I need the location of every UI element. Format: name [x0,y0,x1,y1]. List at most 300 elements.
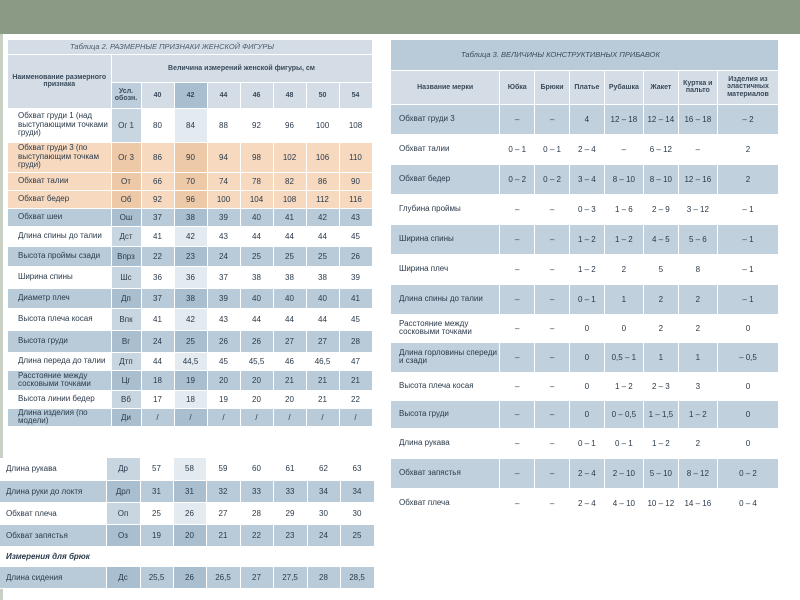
allowance-value: 1 [604,284,643,314]
table-row [391,284,779,314]
allowance-value: 2 [717,134,778,164]
table-row [8,330,372,352]
measurement-value: 82 [273,172,306,190]
measurement-value: 27 [273,330,306,352]
measurement-value: / [141,408,174,426]
measurement-symbol: Др [106,458,140,480]
allowance-value: – [535,104,570,134]
measurement-value: 28 [339,330,372,352]
measurement-value: 46 [273,352,306,370]
measurement-symbol: Впрз [111,246,141,266]
measurement-value: 18 [174,390,207,408]
measurement-value: 63 [340,458,374,480]
measurement-value: 44 [240,308,273,330]
allowance-value: 1 [643,342,678,372]
allowance-value: 2 [678,284,717,314]
measurement-value: 38 [174,208,207,226]
measurement-symbol: Ди [111,408,141,426]
allowance-value: 0 – 1 [535,134,570,164]
allowance-value: 2 [717,164,778,194]
measurement-value: 40 [306,288,339,308]
measurement-value: 36 [141,266,174,288]
table-row [8,288,372,308]
measurement-value: 36 [174,266,207,288]
allowance-value: – [535,342,570,372]
measurement-symbol: Вг [111,330,141,352]
table3-title: Таблица 3. ВЕЛИЧИНЫ КОНСТРУКТИВНЫХ ПРИБАВОК [391,40,779,70]
measurement-value: 25 [174,330,207,352]
measurement-value: 24 [307,524,340,546]
allowance-value: – [500,428,535,458]
measurement-value: 66 [141,172,174,190]
allowance-value: – [500,400,535,428]
measurement-value: / [306,408,339,426]
measurement-name: Высота линии бедер [8,390,111,408]
measurement-name: Обхват шеи [8,208,111,226]
measurement-symbol: Оз [106,524,140,546]
table-row [391,224,779,254]
table-row [0,502,374,524]
allowance-value: 1 – 2 [604,224,643,254]
table2-lower-body [0,458,374,588]
allowance-value: – [535,314,570,342]
table2-header-size: 50 [306,82,339,108]
measurement-value: 92 [240,108,273,142]
measurement-name: Высота проймы сзади [8,246,111,266]
allowance-value: 5 – 10 [643,458,678,488]
measurement-value: 45 [339,226,372,246]
measurement-value: 26 [173,502,206,524]
measurement-name: Обхват плеча [0,502,106,524]
allowance-value: 0 [717,428,778,458]
measurement-value: 96 [273,108,306,142]
table3-header-cell: Название мерки [391,70,500,104]
allowance-value: – [500,194,535,224]
table-row [8,208,372,226]
allowance-value: – [500,488,535,518]
table-row [8,408,372,426]
table-row [391,254,779,284]
measurement-value: 108 [339,108,372,142]
measurement-value: 30 [307,502,340,524]
measurement-value: 100 [207,190,240,208]
measurement-value: 25 [140,502,173,524]
measurement-value: 19 [174,370,207,390]
measurement-value: 102 [273,142,306,172]
measurement-name: Длина переда до талии [8,352,111,370]
allowance-value: 2 [678,314,717,342]
measurement-value: 108 [273,190,306,208]
table-row [391,314,779,342]
measurement-value: 20 [240,370,273,390]
measurement-symbol: Цг [111,370,141,390]
measurement-value: 20 [173,524,206,546]
measurement-value: 25,5 [140,566,173,588]
allowance-value: 0 – 2 [500,164,535,194]
measurement-value: 61 [273,458,307,480]
table-row [8,108,372,142]
measurement-symbol: Ог 3 [111,142,141,172]
table-row [391,400,779,428]
table3-header-cell: Рубашка [604,70,643,104]
measurement-value: 96 [174,190,207,208]
table2-header-name: Наименование размерного признака [8,54,111,108]
measurement-value: 84 [174,108,207,142]
allowance-value: 1 – 1,5 [643,400,678,428]
measurement-name: Длина сидения [0,566,106,588]
measurement-value: 28 [240,502,273,524]
table-row [391,194,779,224]
allowance-name: Длина спины до талии [391,284,500,314]
table-row [391,428,779,458]
measurement-value: 20 [207,370,240,390]
measurement-value: 45,5 [240,352,273,370]
measurement-name: Обхват запястья [0,524,106,546]
measurement-value: 20 [240,390,273,408]
measurement-value: 43 [339,208,372,226]
allowance-value: – [535,400,570,428]
allowance-value: – [500,224,535,254]
measurement-value: 92 [141,190,174,208]
measurement-symbol: Дтп [111,352,141,370]
allowance-value: 14 – 16 [678,488,717,518]
measurement-value: 31 [140,480,173,502]
allowance-value: – [500,104,535,134]
measurement-symbol: Дс [106,566,140,588]
allowance-value: – [604,134,643,164]
measurement-value: 27 [306,330,339,352]
measurement-value: 104 [240,190,273,208]
measurement-value: 44 [306,308,339,330]
allowance-value: 0 – 1 [569,428,604,458]
measurement-symbol: Впк [111,308,141,330]
allowance-value: 2 – 3 [643,372,678,400]
allowance-name: Длина рукава [391,428,500,458]
allowance-value: 0 – 3 [569,194,604,224]
measurement-value: 90 [174,142,207,172]
measurement-value: 86 [306,172,339,190]
measurement-value: 26 [240,330,273,352]
allowance-value: – [535,428,570,458]
allowance-value: 3 [678,372,717,400]
allowance-name: Высота груди [391,400,500,428]
measurement-name: Обхват талии [8,172,111,190]
measurement-value: 40 [240,208,273,226]
table-row [8,308,372,330]
measurement-name: Ширина спины [8,266,111,288]
measurement-value: 58 [173,458,206,480]
measurement-value: 44 [273,308,306,330]
measurement-name: Диаметр плеч [8,288,111,308]
measurement-symbol: Об [111,190,141,208]
measurement-name: Обхват бедер [8,190,111,208]
allowance-value: – 0,5 [717,342,778,372]
measurement-value: 25 [340,524,374,546]
measurement-value: 38 [174,288,207,308]
allowance-value: 0 – 0,5 [604,400,643,428]
measurement-value: 23 [174,246,207,266]
allowance-value: 3 – 12 [678,194,717,224]
table-female-body-measurements [8,40,373,427]
allowance-value: 5 – 6 [678,224,717,254]
allowance-value: – [535,458,570,488]
table-row [0,480,374,502]
measurement-value: 45 [207,352,240,370]
measurement-value: 78 [240,172,273,190]
allowance-value: 0 – 1 [604,428,643,458]
table-row [391,372,779,400]
allowance-name: Обхват талии [391,134,500,164]
allowance-value: – [500,314,535,342]
allowance-value: – [535,372,570,400]
measurement-value: 22 [141,246,174,266]
measurement-symbol: От [111,172,141,190]
allowance-value: 0 – 1 [569,284,604,314]
measurement-value: 24 [141,330,174,352]
allowance-value: – [500,458,535,488]
allowance-value: 2 [678,428,717,458]
allowance-value: 4 – 10 [604,488,643,518]
measurement-value: 28,5 [340,566,374,588]
allowance-value: 1 – 2 [569,254,604,284]
table-female-body-measurements-continued [0,458,375,589]
measurement-value: 44 [240,226,273,246]
allowance-value: 2 [604,254,643,284]
measurement-symbol: Дст [111,226,141,246]
measurement-value: 59 [206,458,240,480]
measurement-value: 38 [273,266,306,288]
allowance-value: 8 [678,254,717,284]
measurement-value: 21 [273,370,306,390]
measurement-value: / [207,408,240,426]
table2-title: Таблица 2. РАЗМЕРНЫЕ ПРИЗНАКИ ЖЕНСКОЙ ФИГУРЫ [8,40,372,54]
measurement-value: 32 [206,480,240,502]
allowance-name: Расстояние между сосковыми точками [391,314,500,342]
measurement-value: 19 [140,524,173,546]
measurement-value: / [240,408,273,426]
table2-header-symbol: Усл. обозн. [111,82,141,108]
measurement-value: 28 [307,566,340,588]
allowance-value: 0 [569,400,604,428]
table2-header-size: 44 [207,82,240,108]
measurement-value: 86 [141,142,174,172]
section-row [0,546,374,566]
allowance-value: 0,5 – 1 [604,342,643,372]
measurement-value: 37 [207,266,240,288]
allowance-value: 2 – 4 [569,488,604,518]
allowance-value: 4 [569,104,604,134]
table3-body [391,104,779,518]
allowance-value: – [500,284,535,314]
table-row [8,226,372,246]
allowance-value: – 1 [717,254,778,284]
table-row [0,524,374,546]
measurement-value: 38 [306,266,339,288]
allowance-value: 0 – 2 [717,458,778,488]
measurement-value: / [174,408,207,426]
measurement-value: 26 [173,566,206,588]
allowance-value: – 1 [717,284,778,314]
allowance-value: – [535,254,570,284]
measurement-symbol: Ош [111,208,141,226]
measurement-name: Длина руки до локтя [0,480,106,502]
table-row [391,134,779,164]
measurement-name: Высота плеча косая [8,308,111,330]
measurement-value: 41 [273,208,306,226]
measurement-value: 34 [340,480,374,502]
table-construction-allowances [391,40,779,519]
measurement-name: Обхват груди 3 (по выступающим точкам груди) [8,142,111,172]
allowance-name: Обхват груди 3 [391,104,500,134]
measurement-value: 39 [207,208,240,226]
allowance-value: 2 – 10 [604,458,643,488]
measurement-value: 47 [339,352,372,370]
section-trousers-heading: Измерения для брюк [0,546,374,566]
table2-body [8,108,372,426]
table-row [0,458,374,480]
allowance-value: 3 – 4 [569,164,604,194]
measurement-value: 41 [141,226,174,246]
table-row [8,172,372,190]
allowance-value: – [535,284,570,314]
table-row [391,458,779,488]
measurement-value: 40 [273,288,306,308]
table2-header-size: 40 [141,82,174,108]
measurement-value: 20 [273,390,306,408]
table3-header-cell: Платье [569,70,604,104]
measurement-value: 27 [206,502,240,524]
table2-header-size: 46 [240,82,273,108]
table2-header-values: Величина измерений женской фигуры, см [111,54,372,82]
table-row [391,164,779,194]
measurement-value: 21 [206,524,240,546]
measurement-symbol: Оп [106,502,140,524]
measurement-value: 21 [306,370,339,390]
measurement-value: 37 [141,288,174,308]
measurement-value: 41 [339,288,372,308]
table-row [391,342,779,372]
measurement-name: Расстояние между сосковыми точками [8,370,111,390]
table3-header-cell: Изделия из эластичных материалов [717,70,778,104]
measurement-value: 23 [273,524,307,546]
allowance-value: 8 – 10 [643,164,678,194]
measurement-symbol: Вб [111,390,141,408]
measurement-value: 88 [207,108,240,142]
allowance-value: 1 – 2 [604,372,643,400]
allowance-value: – [535,488,570,518]
measurement-value: 25 [240,246,273,266]
measurement-value: 24 [207,246,240,266]
measurement-value: 43 [207,308,240,330]
measurement-value: 42 [306,208,339,226]
allowance-value: – [500,342,535,372]
measurement-symbol: Ог 1 [111,108,141,142]
measurement-value: 90 [339,172,372,190]
measurement-value: 74 [207,172,240,190]
allowance-value: 8 – 12 [678,458,717,488]
table-row [8,370,372,390]
measurement-value: 44 [273,226,306,246]
allowance-value: 0 – 1 [500,134,535,164]
allowance-name: Ширина плеч [391,254,500,284]
table2-header-size: 48 [273,82,306,108]
measurement-value: 43 [207,226,240,246]
measurement-value: 21 [306,390,339,408]
table2-header-size: 42 [174,82,207,108]
allowance-value: 4 – 5 [643,224,678,254]
allowance-value: – 2 [717,104,778,134]
measurement-value: 70 [174,172,207,190]
table3-header-cell: Жакет [643,70,678,104]
measurement-value: 33 [240,480,273,502]
measurement-value: 31 [173,480,206,502]
measurement-value: 46,5 [306,352,339,370]
table-row [8,142,372,172]
allowance-value: 6 – 12 [643,134,678,164]
allowance-value: 0 [604,314,643,342]
allowance-value: 0 [717,372,778,400]
table3-header-cell: Юбка [500,70,535,104]
table-row [8,352,372,370]
allowance-value: 10 – 12 [643,488,678,518]
allowance-value: 0 [569,372,604,400]
measurement-value: 41 [141,308,174,330]
allowance-value: 2 – 9 [643,194,678,224]
measurement-value: 25 [273,246,306,266]
allowance-value: 2 – 4 [569,458,604,488]
measurement-value: 17 [141,390,174,408]
measurement-value: 34 [307,480,340,502]
allowance-name: Глубина проймы [391,194,500,224]
allowance-name: Обхват бедер [391,164,500,194]
measurement-value: 21 [339,370,372,390]
measurement-value: 38 [240,266,273,288]
measurement-value: 57 [140,458,173,480]
measurement-name: Обхват груди 1 (над выступающими точками груди) [8,108,111,142]
measurement-value: 100 [306,108,339,142]
allowance-name: Длина горловины спереди и сзади [391,342,500,372]
measurement-value: 42 [174,308,207,330]
measurement-symbol: Дп [111,288,141,308]
measurement-value: 29 [273,502,307,524]
measurement-value: 98 [240,142,273,172]
measurement-name: Длина спины до талии [8,226,111,246]
measurement-value: 27,5 [273,566,307,588]
table3-header-cell: Брюки [535,70,570,104]
table2-header-size: 54 [339,82,372,108]
measurement-value: 18 [141,370,174,390]
allowance-value: 16 – 18 [678,104,717,134]
allowance-value: – [535,224,570,254]
measurement-value: / [273,408,306,426]
measurement-value: 37 [141,208,174,226]
allowance-value: 12 – 18 [604,104,643,134]
allowance-value: 0 [717,400,778,428]
measurement-value: 26,5 [206,566,240,588]
table-row [8,190,372,208]
measurement-value: 112 [306,190,339,208]
allowance-value: 1 [678,342,717,372]
measurement-value: 80 [141,108,174,142]
measurement-value: 40 [240,288,273,308]
allowance-value: 0 [717,314,778,342]
measurement-value: 106 [306,142,339,172]
table3-header-cell: Куртка и пальто [678,70,717,104]
allowance-value: – 1 [717,224,778,254]
allowance-value: – [500,372,535,400]
allowance-value: – [535,194,570,224]
allowance-name: Ширина спины [391,224,500,254]
